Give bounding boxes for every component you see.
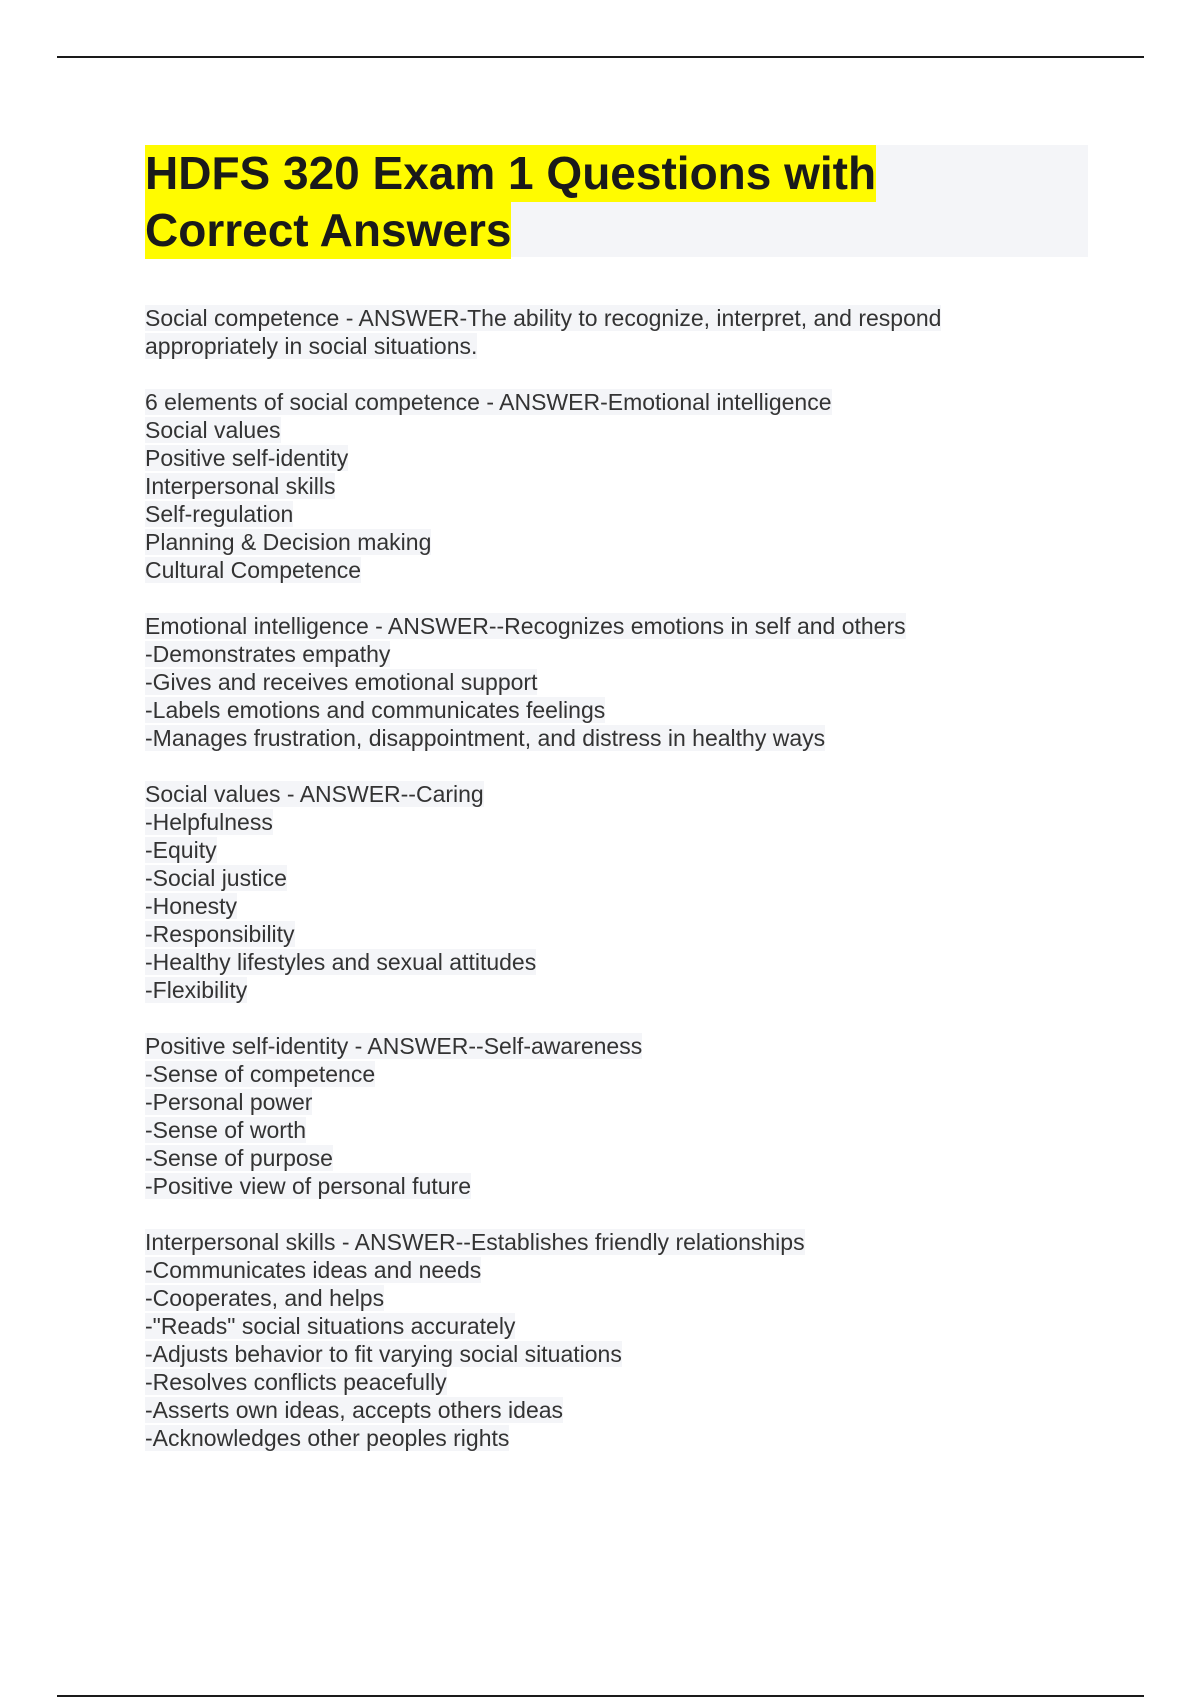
line-text: -Resolves conflicts peacefully (145, 1369, 447, 1395)
line-text: -Asserts own ideas, accepts others ideas (145, 1397, 564, 1423)
qa-answer-line (145, 332, 1105, 360)
qa-answer-line (145, 1340, 1105, 1368)
line-text: -Demonstrates empathy (145, 641, 391, 667)
qa-answer-line (145, 1256, 1105, 1284)
title-line-1: HDFS 320 Exam 1 Questions with (145, 145, 876, 202)
qa-question-line (145, 304, 1105, 332)
line-text: -Adjusts behavior to fit varying social situations (145, 1341, 622, 1367)
qa-block (145, 388, 1105, 584)
qa-answer-line (145, 1396, 1105, 1424)
line-text: -Manages frustration, disappointment, and distress in healthy ways (145, 725, 826, 751)
line-text: Positive self-identity (145, 445, 349, 471)
line-text: Self-regulation (145, 501, 294, 527)
qa-answer-line (145, 696, 1105, 724)
line-text: -Honesty (145, 893, 238, 919)
qa-answer-line (145, 444, 1105, 472)
qa-answer-line (145, 1424, 1105, 1452)
qa-answer-line (145, 724, 1105, 752)
qa-block (145, 1228, 1105, 1452)
qa-answer-line (145, 1312, 1105, 1340)
qa-answer-line (145, 472, 1105, 500)
line-text: -Acknowledges other peoples rights (145, 1425, 510, 1451)
line-text: -Sense of purpose (145, 1145, 333, 1171)
qa-answer-line (145, 976, 1105, 1004)
line-text: Social values - ANSWER--Caring (145, 781, 484, 807)
line-text: -"Reads" social situations accurately (145, 1313, 516, 1339)
page-title (145, 145, 1088, 259)
line-text: Social values (145, 417, 281, 443)
qa-answer-line (145, 668, 1105, 696)
title-line-2: Correct Answers (145, 202, 511, 259)
line-text: -Sense of competence (145, 1061, 376, 1087)
document-body (145, 304, 1105, 1480)
qa-answer-line (145, 920, 1105, 948)
qa-question-line (145, 780, 1105, 808)
qa-answer-line (145, 864, 1105, 892)
qa-answer-line (145, 1172, 1105, 1200)
line-text: Positive self-identity - ANSWER--Self-awareness (145, 1033, 643, 1059)
line-text: 6 elements of social competence - ANSWER-Emotional intelligence (145, 389, 832, 415)
line-text: -Sense of worth (145, 1117, 307, 1143)
qa-block (145, 304, 1105, 360)
qa-answer-line (145, 500, 1105, 528)
line-text: Social competence - ANSWER-The ability to recognize, interpret, and respond (145, 305, 942, 331)
line-text: Planning & Decision making (145, 529, 432, 555)
line-text: Cultural Competence (145, 557, 362, 583)
line-text: -Communicates ideas and needs (145, 1257, 482, 1283)
qa-answer-line (145, 640, 1105, 668)
qa-answer-line (145, 836, 1105, 864)
bottom-rule (57, 1695, 1144, 1697)
qa-question-line (145, 612, 1105, 640)
qa-answer-line (145, 1284, 1105, 1312)
top-rule (57, 56, 1144, 58)
qa-question-line (145, 1032, 1105, 1060)
qa-question-line (145, 1228, 1105, 1256)
qa-answer-line (145, 948, 1105, 976)
qa-question-line (145, 388, 1105, 416)
line-text: Emotional intelligence - ANSWER--Recognizes emotions in self and others (145, 613, 906, 639)
line-text: -Personal power (145, 1089, 313, 1115)
line-text: -Responsibility (145, 921, 295, 947)
line-text: -Equity (145, 837, 217, 863)
qa-answer-line (145, 556, 1105, 584)
qa-block (145, 612, 1105, 752)
qa-answer-line (145, 416, 1105, 444)
qa-block (145, 1032, 1105, 1200)
qa-answer-line (145, 808, 1105, 836)
qa-answer-line (145, 1368, 1105, 1396)
line-text: Interpersonal skills - ANSWER--Establishes friendly relationships (145, 1229, 805, 1255)
line-text: -Social justice (145, 865, 287, 891)
line-text: -Helpfulness (145, 809, 273, 835)
line-text: -Healthy lifestyles and sexual attitudes (145, 949, 537, 975)
line-text: Interpersonal skills (145, 473, 336, 499)
qa-block (145, 780, 1105, 1004)
qa-answer-line (145, 1060, 1105, 1088)
qa-answer-line (145, 1144, 1105, 1172)
line-text: -Cooperates, and helps (145, 1285, 385, 1311)
qa-answer-line (145, 1116, 1105, 1144)
line-text: -Flexibility (145, 977, 248, 1003)
qa-answer-line (145, 892, 1105, 920)
qa-answer-line (145, 528, 1105, 556)
line-text: -Gives and receives emotional support (145, 669, 538, 695)
qa-answer-line (145, 1088, 1105, 1116)
title-block (145, 145, 1088, 257)
line-text: -Labels emotions and communicates feelings (145, 697, 606, 723)
line-text: -Positive view of personal future (145, 1173, 471, 1199)
line-text: appropriately in social situations. (145, 333, 478, 359)
